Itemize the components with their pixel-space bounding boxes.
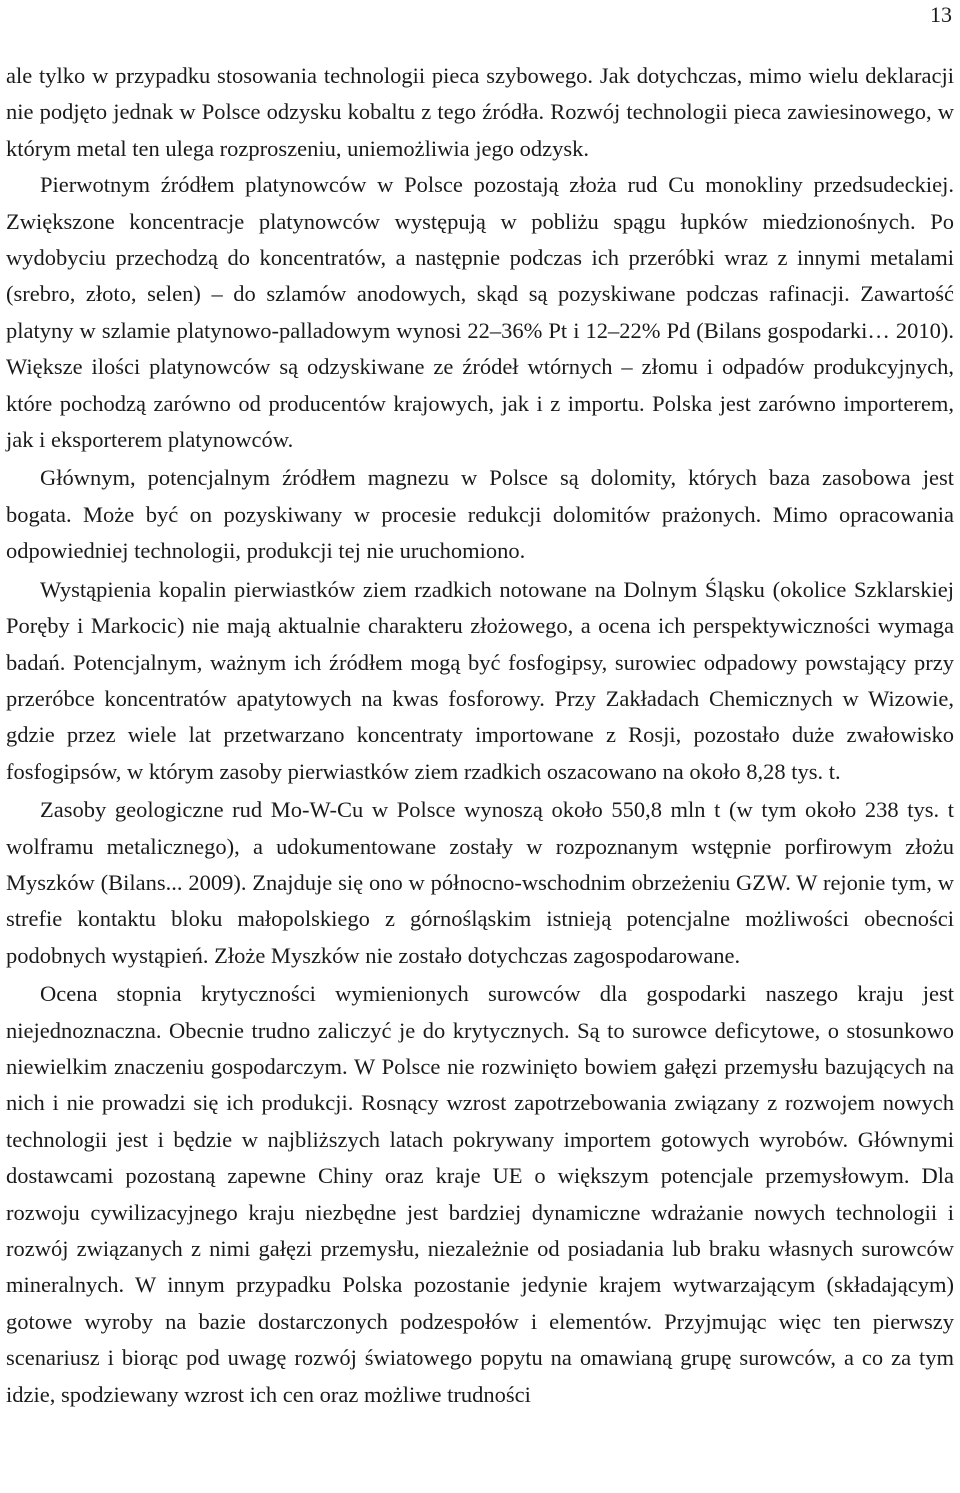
paragraph-magnesium: Głównym, potencjalnym źródłem magnezu w Polsce są dolomity, których baza zasobowa jest bogata. Może być on pozyskiwany w procesie redukcji dolomitów prażonych. Mimo opracowania odpowiedniej technologii, produkcji tej nie uruchomiono. bbox=[6, 465, 954, 564]
page-number: 13 bbox=[930, 2, 952, 27]
paragraph-rare-earths: Wystąpienia kopalin pierwiastków ziem rzadkich notowane na Dolnym Śląsku (okolice Szklarskiej Poręby i Markocic) nie mają aktualnie charakteru złożowego, a ocena ich perspektywiczności wymaga badań. Potencjalnym, ważnym ich źródłem mogą być fosfogipsy, surowiec odpadowy powstający przy przeróbce koncentratów apatytowych na kwas fosforowy. Przy Zakładach Chemicznych w Wizowie, gdzie przez wiele lat przetwarzano koncentraty importowane z Rosji, pozostało duże zwałowisko fosfogipsów, w którym zasoby pierwiastków ziem rzadkich oszacowano na około 8,28 tys. t. bbox=[6, 576, 954, 784]
document-body bbox=[6, 58, 954, 1413]
paragraph-criticality-assessment: Ocena stopnia krytyczności wymienionych surowców dla gospodarki naszego kraju jest niejednoznaczna. Obecnie trudno zaliczyć je do krytycznych. Są to surowce deficytowe, o stosunkowo niewielkim znaczeniu gospodarczym. W Polsce nie rozwinięto bowiem gałęzi przemysłu bazujących na nich i nie prowadzi się ich produkcji. Rosnący wzrost zapotrzebowania związany z rozwojem nowych technologii jest i będzie w najbliższych latach pokrywany importem gotowych wyrobów. Głównymi dostawcami pozostaną zapewne Chiny oraz kraje UE o większym potencjale przemysłowym. Dla rozwoju cywilizacyjnego kraju niezbędne jest bardziej dynamiczne wdrażanie nowych technologii i rozwój związanych z nimi gałęzi przemysłu, niezależnie od posiadania lub braku własnych surowców mineralnych. W innym przypadku Polska pozostanie jedynie krajem wytwarzającym (składającym) gotowe wyroby na bazie dostarczonych podzespołów i elementów. Przyjmując więc ten pierwszy scenariusz i biorąc pod uwagę rozwój światowego popytu na omawianą grupę surowców, a co za tym idzie, spodziewany wzrost ich cen oraz możliwe trudności bbox=[6, 981, 954, 1407]
paragraph-cobalt: ale tylko w przypadku stosowania technologii pieca szybowego. Jak dotychczas, mimo wielu deklaracji nie podjęto jednak w Polsce odzysku kobaltu z tego źródła. Rozwój technologii pieca zawiesinowego, w którym metal ten ulega rozproszeniu, uniemożliwia jego odzysk. bbox=[6, 63, 954, 161]
paragraph-mo-w-cu: Zasoby geologiczne rud Mo-W-Cu w Polsce wynoszą około 550,8 mln t (w tym około 238 tys. t wolframu metalicznego), a udokumentowane zostały w rozpoznanym wstępnie porfirowym złożu Myszków (Bilans... 2009). Znajduje się ono w północno-wschodnim obrzeżeniu GZW. W rejonie tym, w strefie kontaktu bloku małopolskiego z górnośląskim istnieją potencjalne możliwości obecności podobnych wystąpień. Złoże Myszków nie zostało dotychczas zagospodarowane. bbox=[6, 797, 954, 968]
paragraph-platinum-group: Pierwotnym źródłem platynowców w Polsce pozostają złoża rud Cu monokliny przedsudeckiej. Zwiększone koncentracje platynowców występują w pobliżu spągu łupków miedzionośnych. Po wydobyciu przechodzą do koncentratów, a następnie podczas ich przeróbki wraz z innymi metalami (srebro, złoto, selen) – do szlamów anodowych, skąd są pozyskiwane podczas rafinacji. Zawartość platyny w szlamie platynowo-palladowym wynosi 22–36% Pt i 12–22% Pd (Bilans gospodarki… 2010). Większe ilości platynowców są odzyskiwane ze źródeł wtórnych – złomu i odpadów produkcyjnych, które pochodzą zarówno od producentów krajowych, jak i z importu. Polska jest zarówno importerem, jak i eksporterem platynowców. bbox=[6, 172, 954, 453]
